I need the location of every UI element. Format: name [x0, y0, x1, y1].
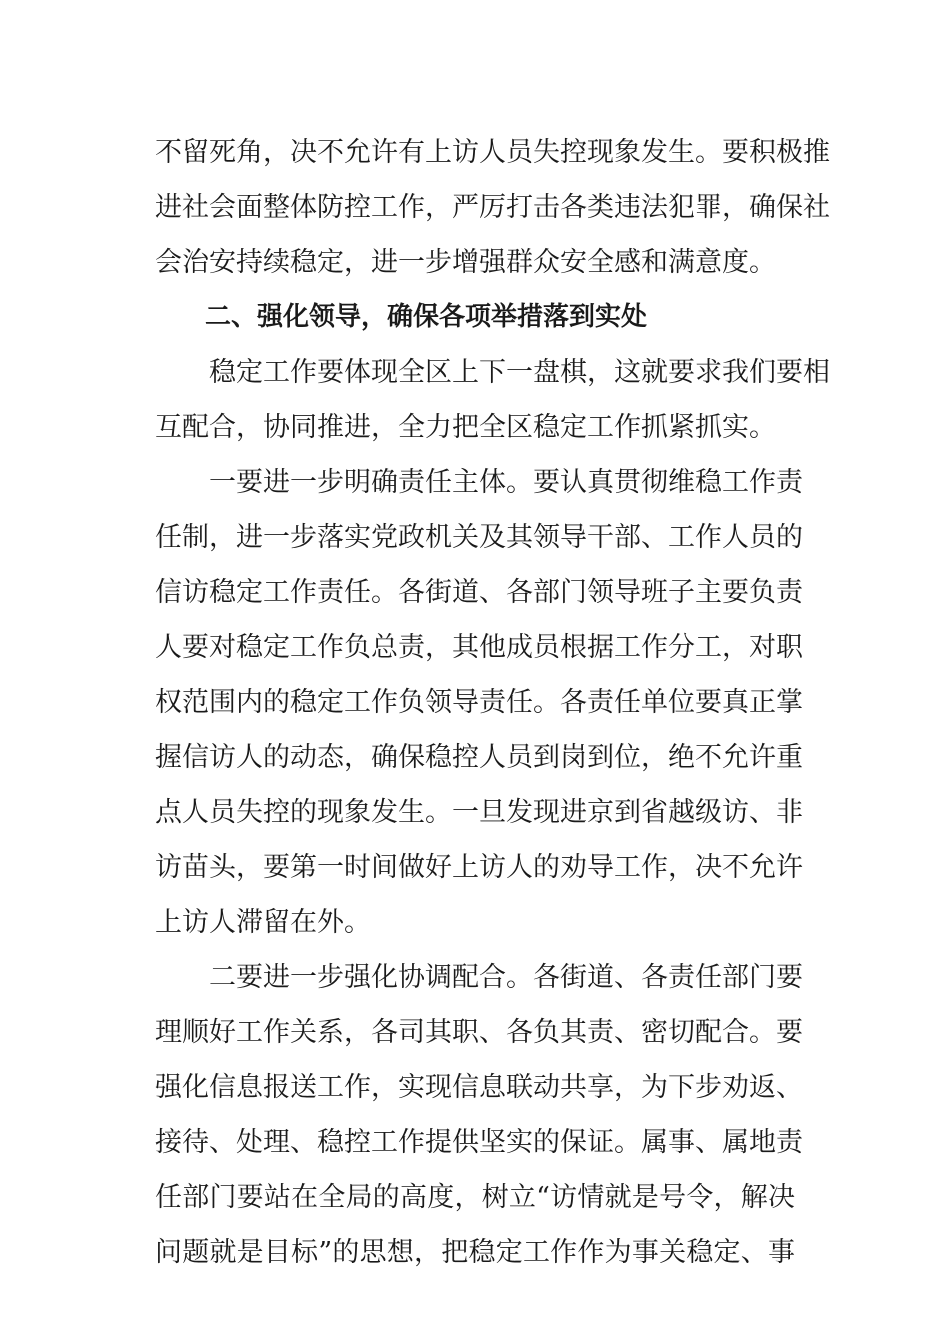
paragraph-responsibility [155, 455, 803, 950]
paragraph-continuation [155, 125, 830, 290]
text-line: 任制，进一步落实党政机关及其领导干部、工作人员的 [155, 522, 803, 553]
text-line: 握信访人的动态，确保稳控人员到岗到位，绝不允许重 [155, 742, 803, 773]
text-line: 强化信息报送工作，实现信息联动共享，为下步劝返、 [155, 1072, 803, 1103]
text-line: 点人员失控的现象发生。一旦发现进京到省越级访、非 [155, 797, 803, 828]
section-heading [155, 290, 795, 345]
paragraph-intro [155, 345, 830, 455]
document-body [155, 125, 830, 1280]
text-line: 会治安持续稳定，进一步增强群众安全感和满意度。 [155, 247, 776, 278]
text-line: 信访稳定工作责任。各街道、各部门领导班子主要负责 [155, 577, 803, 608]
text-line: 访苗头，要第一时间做好上访人的劝导工作，决不允许 [155, 852, 803, 883]
text-line: 人要对稳定工作负总责，其他成员根据工作分工，对职 [155, 632, 803, 663]
text-line: 稳定工作要体现全区上下一盘棋，这就要求我们要相 [209, 357, 830, 388]
section-heading-text: 二、强化领导，确保各项举措落到实处 [205, 302, 648, 332]
text-line: 一要进一步明确责任主体。要认真贯彻维稳工作责 [209, 467, 803, 498]
text-line: 上访人滞留在外。 [155, 907, 371, 938]
text-line: 权范围内的稳定工作负领导责任。各责任单位要真正掌 [155, 687, 803, 718]
text-line: 不留死角，决不允许有上访人员失控现象发生。要积极推 [155, 137, 830, 168]
text-line: 进社会面整体防控工作，严厉打击各类违法犯罪，确保社 [155, 192, 830, 223]
text-line: 问题就是目标”的思想，把稳定工作作为事关稳定、事 [155, 1237, 795, 1268]
text-line: 理顺好工作关系，各司其职、各负其责、密切配合。要 [155, 1017, 803, 1048]
text-line: 任部门要站在全局的高度，树立“访情就是号令，解决 [155, 1182, 795, 1213]
text-line: 接待、处理、稳控工作提供坚实的保证。属事、属地责 [155, 1127, 803, 1158]
paragraph-coordination [155, 950, 803, 1280]
text-line: 互配合，协同推进，全力把全区稳定工作抓紧抓实。 [155, 412, 776, 443]
text-line: 二要进一步强化协调配合。各街道、各责任部门要 [209, 962, 803, 993]
